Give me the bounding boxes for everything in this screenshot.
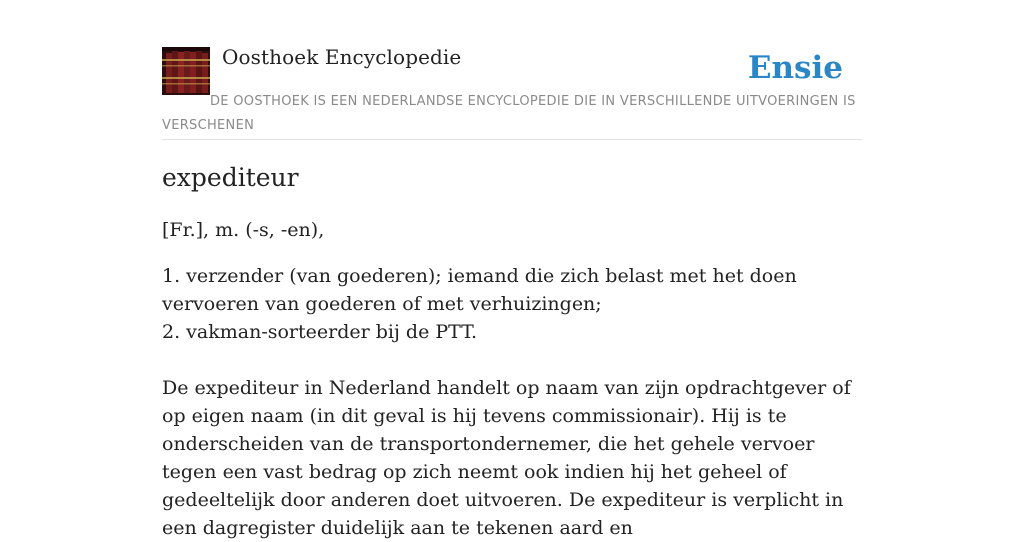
site-tagline: DE OOSTHOEK IS EEN NEDERLANDSE ENCYCLOPEDIE DIE IN VERSCHILLENDE UITVOERINGEN IS VERSCHENEN — [162, 94, 856, 133]
entry-grammar: [Fr.], m. (-s, -en), — [162, 219, 325, 241]
site-title[interactable]: Oosthoek Encyclopedie — [222, 45, 462, 69]
entry-article — [162, 160, 862, 542]
definition-item: 2. vakman-sorteerder bij de PTT. — [162, 321, 478, 343]
page — [162, 0, 862, 539]
entry-body — [162, 216, 862, 542]
brand-logo[interactable]: Ensie — [747, 50, 843, 86]
site-header — [162, 0, 862, 140]
books-icon[interactable] — [162, 47, 210, 95]
definition-list — [162, 262, 862, 346]
entry-title: expediteur — [162, 163, 299, 192]
entry-paragraph: De expediteur in Nederland handelt op naam van zijn opdrachtgever of op eigen naam (in dit geval is hij tevens commissionair). Hij is te onderscheiden van de transportondernemer, die het gehele vervoer tegen een vast bedrag op zich neemt ook indien hij het geheel of gedeeltelijk door anderen doet uitvoeren. De expediteur is verplicht in een dagregister duidelijk aan te tekenen aard en — [162, 377, 851, 539]
definition-item: 1. verzender (van goederen); iemand die zich belast met het doen vervoeren van goederen of met verhuizingen; — [162, 265, 797, 315]
books-illustration — [162, 47, 210, 95]
